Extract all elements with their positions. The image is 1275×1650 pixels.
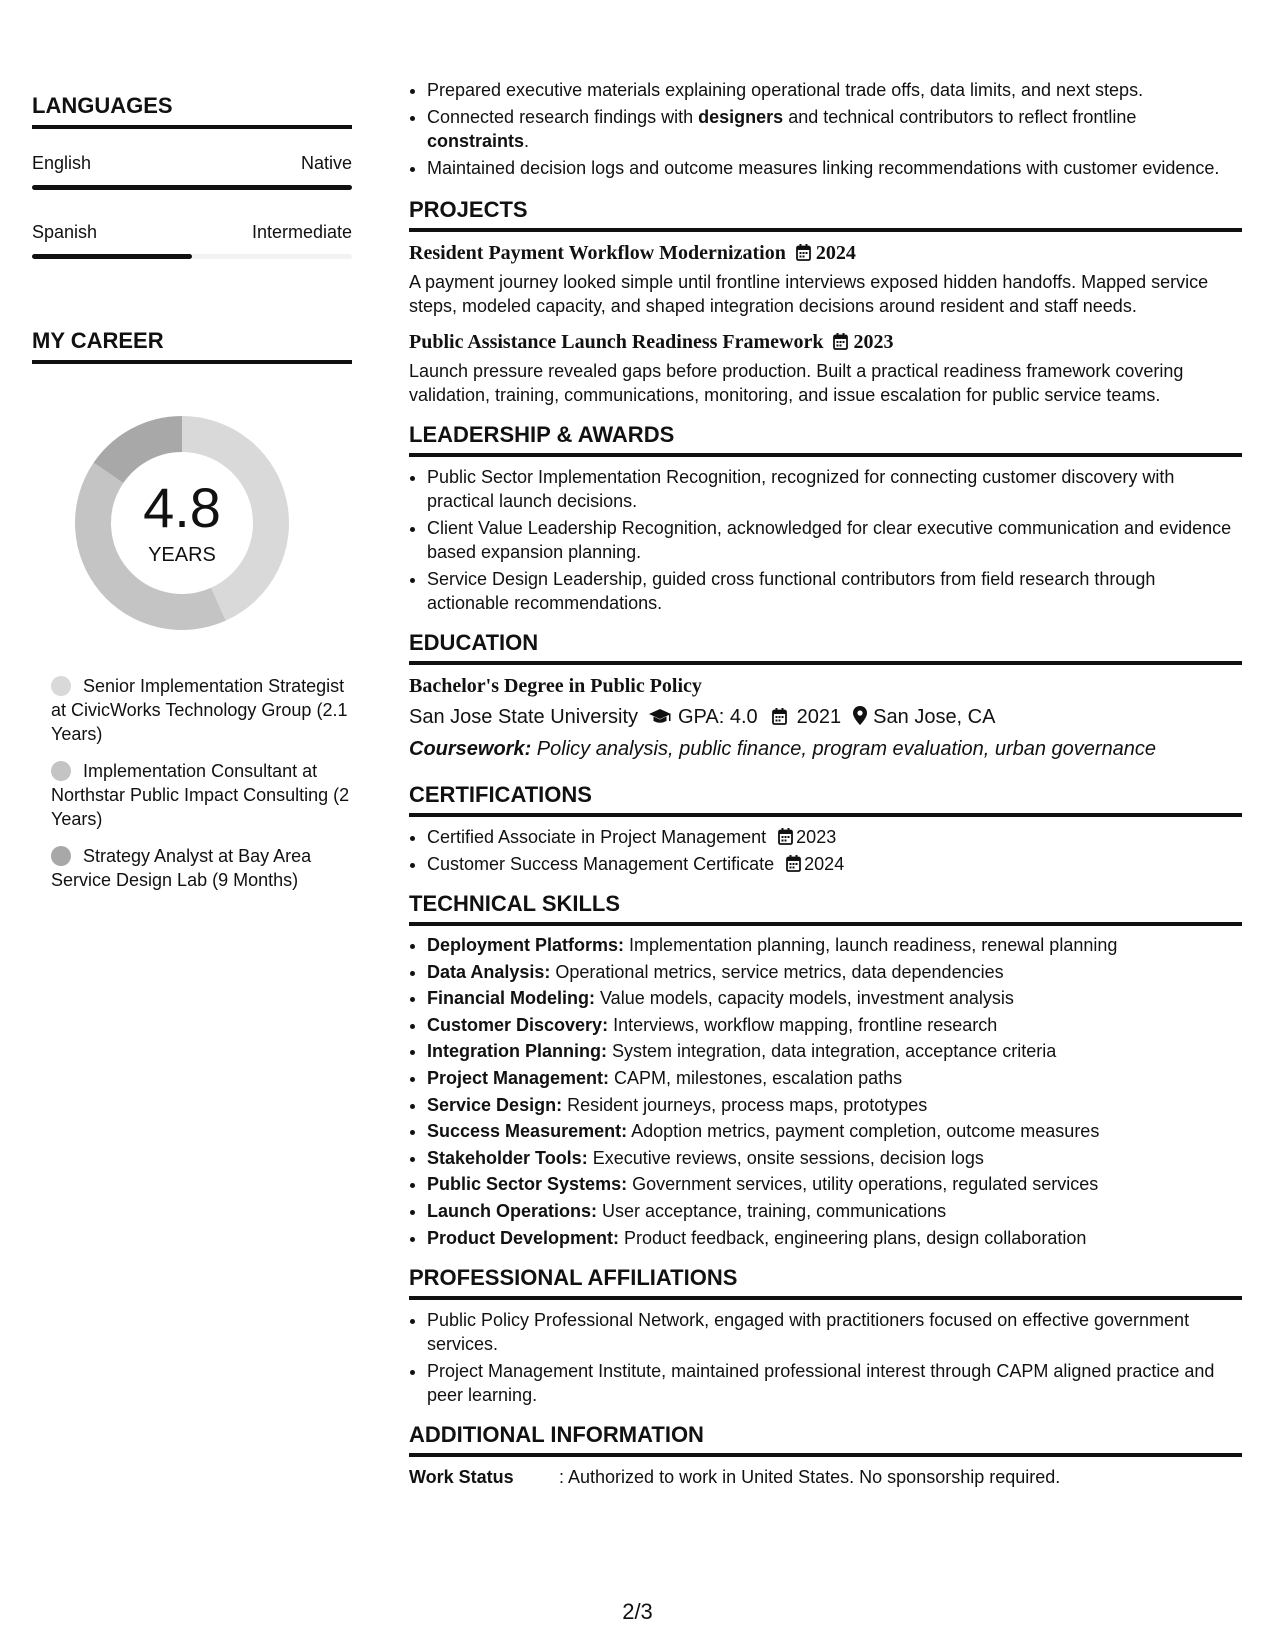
language-name: English: [32, 153, 92, 173]
career-donut-chart: [67, 408, 297, 638]
affiliation-item: • Public Policy Professional Network, engaged with practitioners focused on effective government services.: [427, 1308, 1242, 1356]
main-content: [409, 78, 1242, 1489]
experience-bullets: [409, 78, 1242, 180]
school-name: San Jose State University: [409, 706, 638, 728]
affiliations-heading: PROFESSIONAL AFFILIATIONS: [409, 1264, 1242, 1300]
career-dot-icon: [51, 846, 71, 866]
coursework: Coursework: Policy analysis, public finance, program evaluation, urban governance: [409, 738, 1157, 760]
leadership-item: • Public Sector Implementation Recognition, recognized for connecting customer discovery with practical launch decisions.: [427, 465, 1242, 513]
leadership-item: • Client Value Leadership Recognition, acknowledged for clear executive communication and evidence based expansion planning.: [427, 516, 1242, 564]
language-name: Spanish: [32, 222, 98, 242]
experience-bullet: • Connected research findings with designers and technical contributors to reflect frontline constraints.: [427, 105, 1242, 153]
project-item: [409, 240, 1242, 318]
skill-item: • Integration Planning: System integration, data integration, acceptance criteria: [427, 1040, 1242, 1064]
work-status-label: Work Status: [409, 1467, 514, 1488]
skill-item: • Service Design: Resident journeys, process maps, prototypes: [427, 1094, 1242, 1118]
calendar-icon: [833, 333, 848, 350]
project-title: Resident Payment Workflow Modernization: [409, 242, 786, 264]
leadership-heading: LEADERSHIP & AWARDS: [409, 421, 1242, 457]
language-proficiency-fill: [32, 185, 352, 190]
skill-item: • Product Development: Product feedback, engineering plans, design collaboration: [427, 1227, 1242, 1251]
degree-title: Bachelor's Degree in Public Policy: [409, 675, 702, 697]
page-number: 2/3: [622, 1599, 653, 1624]
additional-heading: ADDITIONAL INFORMATION: [409, 1421, 1242, 1457]
skill-item: • Customer Discovery: Interviews, workflow mapping, frontline research: [427, 1014, 1242, 1038]
education-section: [409, 629, 1242, 763]
skill-item: • Deployment Platforms: Implementation planning, launch readiness, renewal planning: [427, 934, 1242, 958]
leadership-section: [409, 421, 1242, 615]
career-item: [51, 844, 352, 892]
affiliations-section: [409, 1264, 1242, 1407]
certifications-section: [409, 781, 1242, 876]
project-title: Public Assistance Launch Readiness Framework: [409, 331, 824, 353]
language-level: Native: [300, 153, 352, 173]
calendar-icon: [772, 708, 787, 725]
education-heading: EDUCATION: [409, 629, 1242, 665]
languages-heading: LANGUAGES: [32, 92, 352, 129]
skill-item: • Financial Modeling: Value models, capacity models, investment analysis: [427, 987, 1242, 1011]
career-item-text: Implementation Consultant at Northstar Public Impact Consulting (2 Years): [51, 761, 350, 829]
education-details: [409, 703, 1242, 731]
calendar-icon: [786, 855, 801, 872]
project-year: 2024: [815, 242, 856, 264]
skill-item: • Stakeholder Tools: Executive reviews, onsite sessions, decision logs: [427, 1147, 1242, 1171]
gpa: GPA: 4.0: [678, 706, 758, 728]
career-list: [51, 674, 352, 892]
career-item-text: Strategy Analyst at Bay Area Service Design Lab (9 Months): [51, 846, 312, 890]
work-status-value: : Authorized to work in United States. No sponsorship required.: [559, 1467, 1061, 1488]
career-dot-icon: [51, 761, 71, 781]
graduation-cap-icon: [648, 708, 672, 725]
skill-item: • Success Measurement: Adoption metrics, payment completion, outcome measures: [427, 1120, 1242, 1144]
career-total-unit: YEARS: [148, 544, 216, 566]
projects-section: [409, 196, 1242, 407]
career-total-years: 4.8: [143, 476, 221, 539]
career-item: [51, 759, 352, 831]
certification-item: • Customer Success Management Certificate 2024: [427, 852, 1242, 876]
certifications-heading: CERTIFICATIONS: [409, 781, 1242, 817]
language-proficiency-bar: [32, 185, 352, 190]
career-item-text: Senior Implementation Strategist at CivicWorks Technology Group (2.1 Years): [51, 676, 348, 744]
affiliation-item: • Project Management Institute, maintained professional interest through CAPM aligned practice and peer learning.: [427, 1359, 1242, 1407]
skills-heading: TECHNICAL SKILLS: [409, 890, 1242, 926]
project-description: A payment journey looked simple until frontline interviews exposed hidden handoffs. Mapped service steps, modeled capacity, and shaped integration decisions around resident and staff needs.: [409, 272, 1209, 316]
career-dot-icon: [51, 676, 71, 696]
school-location: San Jose, CA: [873, 706, 996, 728]
language-spanish: [32, 220, 352, 259]
skill-item: • Launch Operations: User acceptance, training, communications: [427, 1200, 1242, 1224]
project-item: [409, 329, 1242, 407]
language-proficiency-fill: [32, 254, 192, 259]
skill-item: • Public Sector Systems: Government services, utility operations, regulated services: [427, 1173, 1242, 1197]
calendar-icon: [778, 828, 793, 845]
language-level: Intermediate: [251, 222, 352, 242]
skill-item: • Data Analysis: Operational metrics, service metrics, data dependencies: [427, 961, 1242, 985]
skill-item: • Project Management: CAPM, milestones, escalation paths: [427, 1067, 1242, 1091]
experience-bullet: • Maintained decision logs and outcome measures linking recommendations with customer evidence.: [427, 156, 1242, 180]
language-english: [32, 151, 352, 190]
graduation-year: 2021: [796, 706, 842, 728]
project-year: 2023: [853, 331, 894, 353]
career-item: [51, 674, 352, 746]
sidebar: [32, 92, 352, 905]
additional-section: [409, 1421, 1242, 1489]
calendar-icon: [796, 244, 811, 261]
location-pin-icon: [853, 706, 867, 725]
career-heading: MY CAREER: [32, 327, 352, 364]
leadership-item: • Service Design Leadership, guided cross functional contributors from field research through actionable recommendations.: [427, 567, 1242, 615]
skills-section: [409, 890, 1242, 1250]
experience-bullet: • Prepared executive materials explaining operational trade offs, data limits, and next steps.: [427, 78, 1242, 102]
projects-heading: PROJECTS: [409, 196, 1242, 232]
project-description: Launch pressure revealed gaps before production. Built a practical readiness framework covering validation, training, communications, monitoring, and issue escalation for public service teams.: [409, 361, 1184, 405]
work-status-row: [409, 1465, 1242, 1489]
language-proficiency-bar: [32, 254, 352, 259]
certification-item: • Certified Associate in Project Management 2023: [427, 825, 1242, 849]
